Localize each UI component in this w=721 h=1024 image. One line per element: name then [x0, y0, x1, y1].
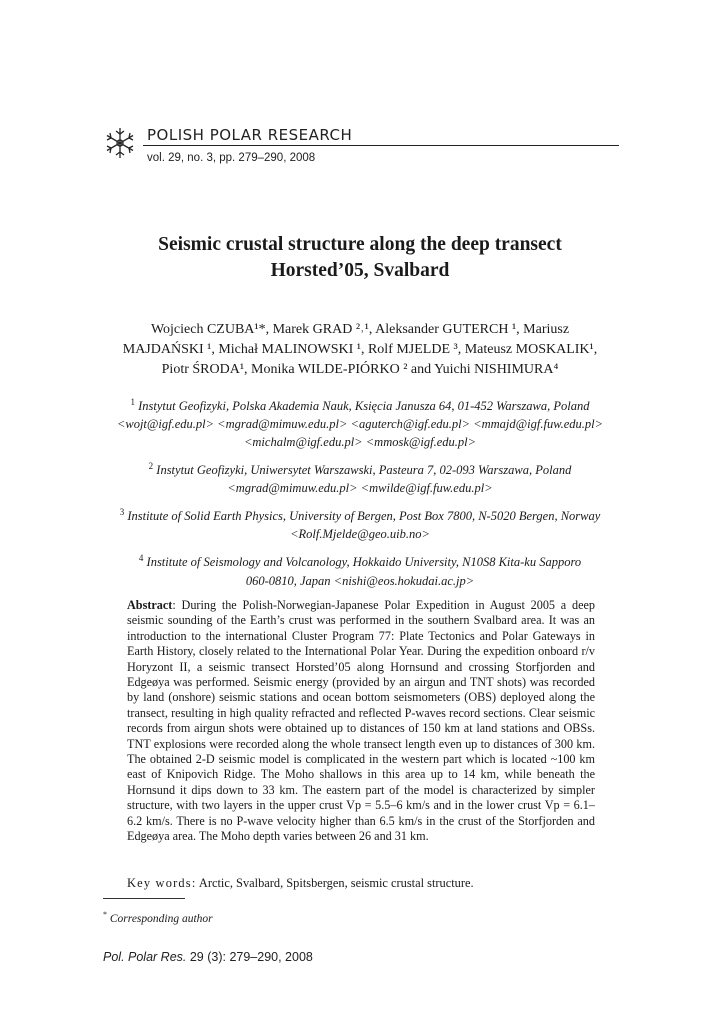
- affiliation-3: [60, 503, 660, 543]
- affiliation-address: Institute of Solid Earth Physics, University of Bergen, Post Box 7800, N-5020 Bergen, Norway: [127, 509, 601, 524]
- affiliation-1: [60, 393, 660, 451]
- affiliation-number: 3: [119, 507, 125, 518]
- affiliation-line: [60, 457, 660, 479]
- affiliation-line: <mgrad@mimuw.edu.pl> <mwilde@igf.fuw.edu.pl>: [227, 481, 493, 496]
- title-line: Seismic crustal structure along the deep transect: [158, 234, 562, 255]
- abstract: [127, 598, 595, 845]
- journal-name: POLISH POLAR RESEARCH: [147, 126, 353, 144]
- affiliation-line: 060-0810, Japan <nishi@eos.hokudai.ac.jp>: [245, 573, 475, 588]
- footnote-rule: [103, 898, 185, 899]
- affiliation-2: [60, 457, 660, 497]
- header-rule: [143, 145, 619, 146]
- abstract-label: Abstract: [127, 598, 173, 612]
- affiliation-4: [60, 549, 660, 589]
- volume-info: vol. 29, no. 3, pp. 279–290, 2008: [147, 152, 316, 164]
- author-line: Wojciech CZUBA¹*, Marek GRAD ²˒¹, Aleksander GUTERCH ¹, Mariusz: [150, 322, 570, 337]
- affiliation-line: <michalm@igf.edu.pl> <mmosk@igf.edu.pl>: [243, 435, 477, 450]
- affiliation-line: [60, 503, 660, 525]
- affiliation-line: <Rolf.Mjelde@geo.uib.no>: [290, 527, 430, 542]
- paper-title: [60, 232, 660, 284]
- affiliation-line: [60, 549, 660, 571]
- keywords-text: Arctic, Svalbard, Spitsbergen, seismic crustal structure.: [196, 876, 474, 890]
- affiliation-line: <wojt@igf.edu.pl> <mgrad@mimuw.edu.pl> <aguterch@igf.edu.pl> <mmajd@igf.fuw.edu.pl>: [116, 417, 604, 432]
- author-list: [60, 320, 660, 380]
- affiliation-address: Instytut Geofizyki, Uniwersytet Warszawski, Pasteura 7, 02-093 Warszawa, Poland: [156, 463, 572, 478]
- affiliation-number: 1: [130, 397, 135, 407]
- footnote-mark: *: [103, 910, 107, 919]
- keywords: [127, 876, 595, 891]
- keywords-label: Key words:: [127, 876, 197, 890]
- page-footer: [103, 950, 313, 964]
- author-line: Piotr ŚRODA¹, Monika WILDE-PIÓRKO ² and Yuichi NISHIMURA⁴: [161, 362, 559, 377]
- footer-citation: 29 (3): 279–290, 2008: [186, 950, 313, 964]
- affiliation-address: Institute of Seismology and Volcanology, Hokkaido University, N10S8 Kita-ku Sapporo: [146, 555, 582, 570]
- affiliations: [60, 393, 660, 596]
- title-line: Horsted’05, Svalbard: [270, 260, 450, 281]
- author-line: MAJDAŃSKI ¹, Michał MALINOWSKI ¹, Rolf MJELDE ³, Mateusz MOSKALIK¹,: [122, 342, 598, 357]
- abstract-text: : During the Polish-Norwegian-Japanese Polar Expedition in August 2005 a deep seismic sounding of the Earth’s crust was performed in the southern Svalbard area. It was an introduction to the international Cluster Program 77: Plate Tectonics and Polar Gateways in Earth History, closely related to the International Polar Year. During the expedition onboard r/v Horyzont II, a seismic transect Horsted’05 along Hornsund and crossing Storfjorden and Edgeøya was performed. Seismic energy (provided by an airgun and TNT shots) was recorded by land (onshore) seismic stations and ocean bottom seismometers (OBS) deployed along the transect, resulting in high quality refracted and reflected P-waves record sections. Clear seismic records from airgun shots were obtained up to distances of 150 km at land stations and OBSs. TNT explosions were recorded along the whole transect length even up to distances of 300 km. The obtained 2-D seismic model is complicated in the western part which is located ~100 km east of Knipovich Ridge. The Moho shallows in this area up to 14 km, while beneath the Hornsund it dips down to 33 km. The eastern part of the model is characterized by simpler structure, with two layers in the upper crust Vp = 5.5–6 km/s and in the lower crust Vp = 6.1–6.2 km/s. There is no P-wave velocity higher than 6.5 km/s in the crust of the Storfjorden and Edgeøya area. The Moho depth varies between 26 and 31 km.: [127, 598, 595, 844]
- snowflake-logo-icon: [103, 126, 137, 160]
- footnote-text: Corresponding author: [107, 912, 213, 925]
- affiliation-number: 4: [138, 553, 144, 564]
- affiliation-number: 2: [148, 461, 154, 472]
- affiliation-line: [60, 393, 660, 415]
- footnote: [103, 910, 213, 925]
- footer-journal: Pol. Polar Res.: [103, 950, 187, 964]
- affiliation-address: Instytut Geofizyki, Polska Akademia Nauk, Księcia Janusza 64, 01-452 Warszawa, Poland: [138, 399, 590, 414]
